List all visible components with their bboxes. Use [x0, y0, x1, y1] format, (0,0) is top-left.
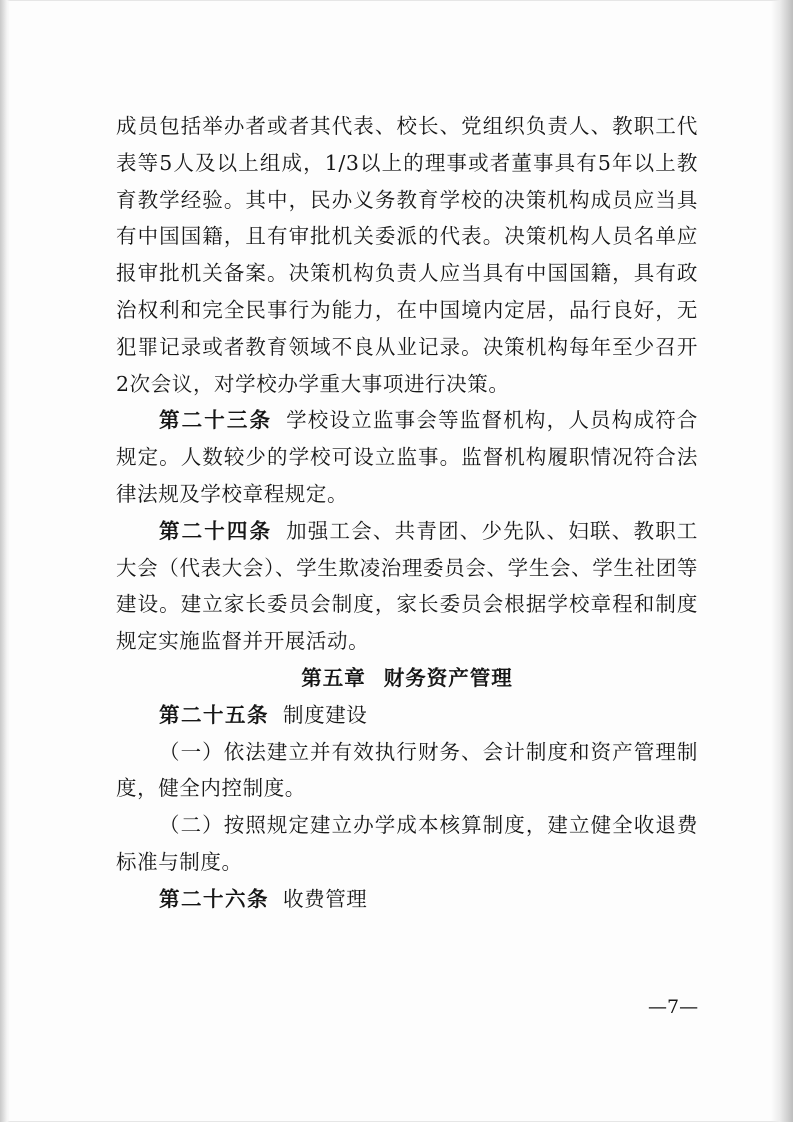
- clause-1: [116, 734, 698, 808]
- article-text: 学校设立监事会等监督机构，人员构成符合规定。人数较少的学校可设立监事。监督机构履职情况符合法律法规及学校章程规定。: [116, 408, 699, 506]
- article-24: [116, 513, 698, 660]
- paragraph-continued: [116, 108, 698, 402]
- scan-shadow-right: [771, 0, 793, 1122]
- article-23: [116, 402, 698, 512]
- chapter-number: 第五章: [301, 665, 366, 690]
- chapter-title: 财务资产管理: [383, 665, 513, 690]
- article-number: 第二十五条: [159, 702, 269, 727]
- article-25: [116, 697, 698, 734]
- article-number: 第二十四条: [159, 518, 273, 543]
- article-text: 制度建设: [283, 702, 368, 727]
- clause-text: （一）依法建立并有效执行财务、会计制度和资产管理制度，健全内控制度。: [116, 739, 698, 801]
- article-text: 加强工会、共青团、少先队、妇联、教职工大会（代表大会）、学生欺凌治理委员会、学生会、学生社团等建设。建立家长委员会制度，家长委员会根据学校章程和制度规定实施监督并开展活动。: [116, 518, 699, 654]
- page-number: —7—: [648, 996, 699, 1018]
- clause-text: （二）按照规定建立办学成本核算制度，建立健全收退费标准与制度。: [116, 813, 698, 874]
- document-body: [116, 108, 698, 918]
- article-number: 第二十六条: [159, 886, 269, 911]
- paragraph-text: 成员包括举办者或者其代表、校长、党组织负责人、教职工代表等5人及以上组成，1/3以上的理事或者董事具有5年以上教育教学经验。其中，民办义务教育学校的决策机构成员应当具有中国国籍，且有审批机关委派的代表。决策机构人员名单应报审批机关备案。决策机构负责人应当具有中国国籍，具有政治权利和完全民事行为能力，在中国境内定居，品行良好，无犯罪记录或者教育领域不良从业记录。决策机构每年至少召开2次会议，对学校办学重大事项进行决策。: [116, 114, 698, 396]
- chapter-heading: [116, 660, 698, 697]
- article-text: 收费管理: [283, 886, 368, 911]
- clause-2: [116, 807, 698, 881]
- article-number: 第二十三条: [159, 408, 273, 433]
- article-26: [116, 881, 698, 918]
- scan-shadow-left: [0, 0, 10, 1122]
